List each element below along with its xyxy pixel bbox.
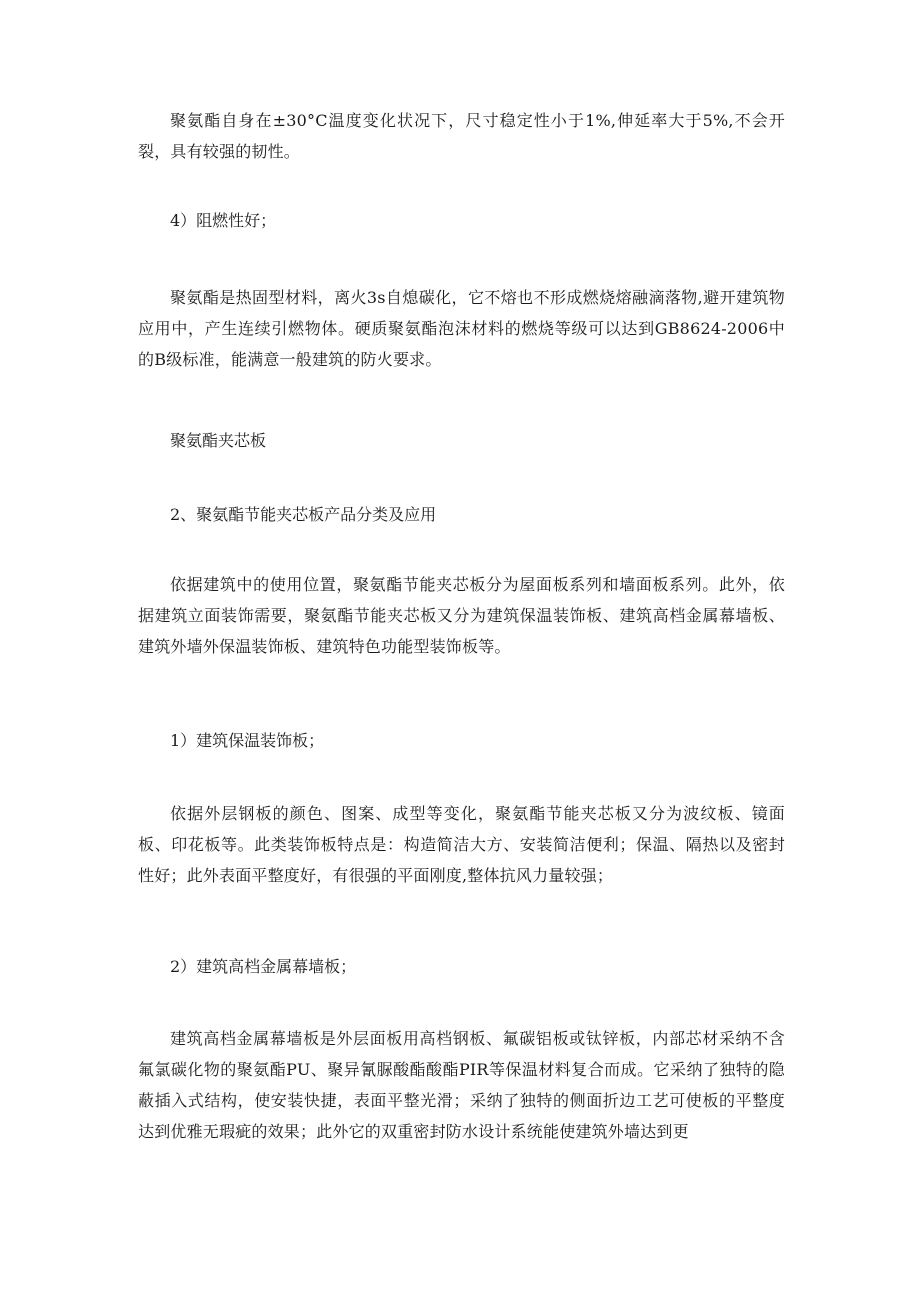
paragraph-item-1: 依据外层钢板的颜色、图案、成型等变化，聚氨酯节能夹芯板又分为波纹板、镜面板、印花板等。此类装饰板特点是：构造简洁大方、安装简洁便利；保温、隔热以及密封性好；此外表面平整度好，有很强的平面刚度,整体抗风力量较强； <box>138 804 785 885</box>
heading-flame-retardant: 4）阻燃性好； <box>170 211 277 230</box>
heading-item-2: 2）建筑高档金属幕墙板； <box>170 957 357 976</box>
heading-item-1: 1）建筑保温装饰板； <box>170 731 325 750</box>
heading-sandwich-panel: 聚氨酯夹芯板 <box>170 431 267 450</box>
heading-section-2: 2、聚氨酯节能夹芯板产品分类及应用 <box>170 505 437 524</box>
paragraph-dimensional-stability: 聚氨酯自身在±30°C温度变化状况下，尺寸稳定性小于1%,伸延率大于5%,不会开裂，具有较强的韧性。 <box>138 111 785 161</box>
paragraph-classification: 依据建筑中的使用位置，聚氨酯节能夹芯板分为屋面板系列和墙面板系列。此外，依据建筑立面装饰需要，聚氨酯节能夹芯板又分为建筑保温装饰板、建筑高档金属幕墙板、建筑外墙外保温装饰板、建筑特色功能型装饰板等。 <box>138 575 785 656</box>
paragraph-flame-retardant: 聚氨酯是热固型材料，离火3s自熄碳化，它不熔也不形成燃烧熔融滴落物,避开建筑物应用中，产生连续引燃物体。硬质聚氨酯泡沫材料的燃烧等级可以达到GB8624-2006中的B级标准，能满意一般建筑的防火要求。 <box>138 288 785 369</box>
paragraph-item-2: 建筑高档金属幕墙板是外层面板用高档钢板、氟碳铝板或钛锌板，内部芯材采纳不含氟氯碳化物的聚氨酯PU、聚异氰脲酸酯酸酯PIR等保温材料复合而成。它采纳了独特的隐蔽插入式结构，使安装快捷，表面平整光滑；采纳了独特的侧面折边工艺可使板的平整度达到优雅无瑕疵的效果；此外它的双重密封防水设计系统能使建筑外墙达到更 <box>138 1029 785 1141</box>
